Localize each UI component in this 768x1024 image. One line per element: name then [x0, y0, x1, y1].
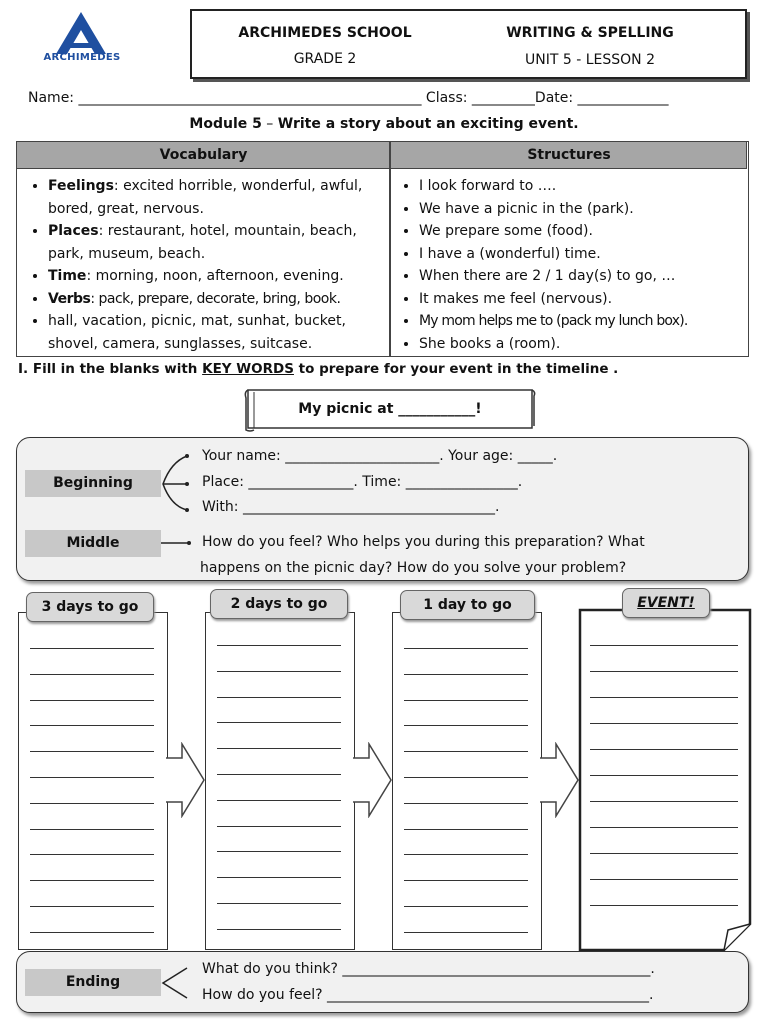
writing-line[interactable]: [30, 674, 154, 675]
writing-line[interactable]: [217, 903, 341, 904]
place-time-field[interactable]: Place: _______________. Time: ________________.: [202, 474, 523, 490]
arrow-right-icon: [166, 742, 206, 818]
writing-line[interactable]: [30, 932, 154, 933]
timeline-box-1-day[interactable]: [392, 612, 542, 950]
instruction: I. Fill in the blanks with KEY WORDS to prepare for your event in the timeline .: [18, 361, 619, 377]
writing-line[interactable]: [30, 854, 154, 855]
tab-event: EVENT!: [622, 588, 710, 618]
writing-line[interactable]: [217, 929, 341, 930]
subject-label: WRITING & SPELLING: [506, 25, 674, 41]
writing-line[interactable]: [404, 674, 528, 675]
writing-line[interactable]: [30, 906, 154, 907]
module-title: [0, 116, 768, 132]
writing-line[interactable]: [217, 851, 341, 852]
list-item: • I look forward to ….: [419, 175, 742, 198]
list-item: • Verbs: pack, prepare, decorate, bring, book.: [48, 288, 386, 311]
vocabulary-header: Vocabulary: [159, 147, 248, 163]
event-box[interactable]: [578, 608, 752, 952]
writing-line[interactable]: [590, 827, 738, 828]
list-item: • When there are 2 / 1 day(s) to go, …: [419, 265, 742, 288]
writing-line[interactable]: [30, 725, 154, 726]
list-item: • Time: morning, noon, afternoon, evening.: [48, 265, 386, 288]
list-item: • Places: restaurant, hotel, mountain, beach, park, museum, beach.: [48, 220, 386, 265]
ending-feel-field[interactable]: How do you feel? ______________________________________________.: [202, 987, 654, 1003]
list-item: • Feelings: excited horrible, wonderful, awful, bored, great, nervous.: [48, 175, 386, 220]
list-item: • We prepare some (food).: [419, 220, 742, 243]
writing-line[interactable]: [590, 775, 738, 776]
arrow-right-icon: [353, 742, 393, 818]
writing-line[interactable]: [217, 748, 341, 749]
tab-1-day: 1 day to go: [400, 590, 535, 620]
writing-line[interactable]: [217, 800, 341, 801]
writing-line[interactable]: [30, 777, 154, 778]
student-info-line[interactable]: Name: _________________________________________________ Class: _________Date: _____________: [28, 90, 669, 106]
module-text: Write a story about an exciting event.: [277, 116, 579, 132]
with-field[interactable]: With: ____________________________________.: [202, 499, 500, 515]
writing-line[interactable]: [217, 826, 341, 827]
module-label: Module 5: [189, 116, 262, 132]
name-age-field[interactable]: Your name: ______________________. Your age: _____.: [202, 448, 558, 464]
writing-line[interactable]: [590, 879, 738, 880]
structures-list: [397, 175, 742, 355]
middle-connector: [161, 536, 201, 550]
writing-line[interactable]: [590, 853, 738, 854]
list-item: • hall, vacation, picnic, mat, sunhat, bucket, shovel, camera, sunglasses, suitcase.: [48, 310, 386, 355]
writing-line[interactable]: [404, 700, 528, 701]
beginning-label: Beginning: [25, 470, 161, 497]
grade-label: GRADE 2: [293, 51, 357, 67]
writing-line[interactable]: [404, 829, 528, 830]
writing-line[interactable]: [30, 648, 154, 649]
writing-line[interactable]: [590, 697, 738, 698]
beginning-connector: [161, 448, 201, 518]
ending-connector: [161, 962, 201, 1006]
writing-line[interactable]: [590, 905, 738, 906]
list-item: • We have a picnic in the (park).: [419, 198, 742, 221]
timeline-box-2-days[interactable]: [205, 612, 355, 950]
writing-line[interactable]: [30, 880, 154, 881]
writing-line[interactable]: [404, 854, 528, 855]
writing-line[interactable]: [30, 751, 154, 752]
tab-3-days: 3 days to go: [26, 592, 154, 622]
school-name: ARCHIMEDES SCHOOL: [238, 25, 412, 41]
writing-line[interactable]: [590, 723, 738, 724]
writing-line[interactable]: [217, 877, 341, 878]
ending-label: Ending: [25, 969, 161, 996]
middle-prompt-line2: happens on the picnic day? How do you solve your problem?: [200, 560, 627, 576]
key-words: KEY WORDS: [202, 361, 294, 377]
writing-line[interactable]: [590, 749, 738, 750]
header-box: [190, 9, 747, 79]
writing-line[interactable]: [404, 725, 528, 726]
unit-lesson-label: UNIT 5 - LESSON 2: [525, 52, 655, 68]
writing-line[interactable]: [404, 803, 528, 804]
writing-line[interactable]: [404, 906, 528, 907]
list-item: • She books a (room).: [419, 333, 742, 356]
writing-line[interactable]: [217, 697, 341, 698]
list-item: • It makes me feel (nervous).: [419, 288, 742, 311]
arrow-right-icon: [540, 742, 580, 818]
writing-line[interactable]: [217, 671, 341, 672]
writing-line[interactable]: [590, 671, 738, 672]
list-item: • I have a (wonderful) time.: [419, 243, 742, 266]
writing-line[interactable]: [590, 801, 738, 802]
writing-line[interactable]: [404, 648, 528, 649]
writing-line[interactable]: [217, 722, 341, 723]
module-dash: –: [261, 116, 278, 132]
writing-line[interactable]: [30, 803, 154, 804]
writing-line[interactable]: [404, 932, 528, 933]
table-divider: [389, 141, 391, 357]
writing-line[interactable]: [404, 880, 528, 881]
writing-line[interactable]: [590, 645, 738, 646]
middle-prompt-line1: How do you feel? Who helps you during this preparation? What: [202, 534, 645, 550]
list-item: • My mom helps me to (pack my lunch box).: [419, 310, 742, 333]
ending-think-field[interactable]: What do you think? ____________________________________________.: [202, 961, 655, 977]
banner-title[interactable]: My picnic at ___________!: [298, 401, 482, 417]
structures-header: Structures: [527, 147, 611, 163]
writing-line[interactable]: [30, 700, 154, 701]
writing-line[interactable]: [404, 751, 528, 752]
timeline-box-3-days[interactable]: [18, 612, 168, 950]
tab-2-days: 2 days to go: [210, 589, 348, 619]
writing-line[interactable]: [217, 645, 341, 646]
middle-label: Middle: [25, 530, 161, 557]
writing-line[interactable]: [30, 829, 154, 830]
writing-line[interactable]: [217, 774, 341, 775]
vocabulary-list: [26, 175, 386, 355]
writing-line[interactable]: [404, 777, 528, 778]
logo-text: ARCHIMEDES: [43, 52, 121, 63]
